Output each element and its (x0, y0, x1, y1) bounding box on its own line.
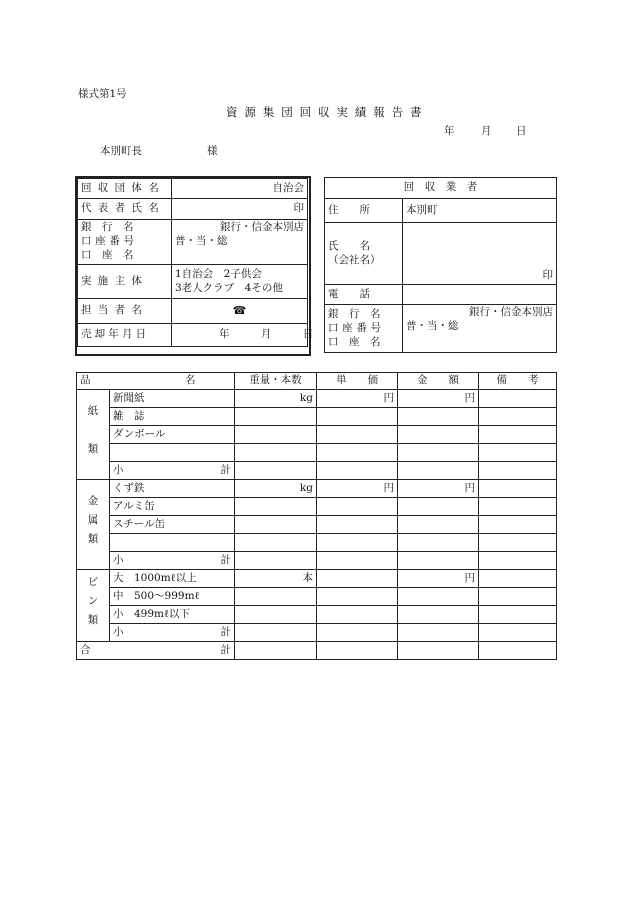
bank-field[interactable] (172, 220, 308, 265)
bottle-small-amount[interactable] (398, 606, 479, 624)
collector-address-label: 住 所 (325, 199, 403, 223)
grand-total-amount[interactable] (398, 642, 479, 660)
account-number-label: 口座番号 (81, 235, 138, 247)
form-number: 様式第1号 (78, 88, 127, 100)
bottle-subtotal-amount[interactable] (398, 624, 479, 642)
newspaper-price[interactable]: 円 (317, 390, 398, 408)
aluminum-amount[interactable] (398, 498, 479, 516)
newspaper-remarks[interactable] (479, 390, 557, 408)
steel-price[interactable] (317, 516, 398, 534)
bottle-medium-count[interactable] (235, 588, 317, 606)
addressee-name: 本別町長 (100, 145, 142, 157)
scrap-iron-remarks[interactable] (479, 480, 557, 498)
aluminum-remarks[interactable] (479, 498, 557, 516)
collector-account-number-label: 口座番号 (328, 321, 385, 334)
implementer-label: 実施主体 (78, 265, 172, 299)
metal-blank-remarks[interactable] (479, 534, 557, 552)
category-bottle: ビ ン 類 (77, 570, 110, 642)
item-bottle-large: 大 1000mℓ以上 (110, 570, 235, 588)
cardboard-weight[interactable] (235, 426, 317, 444)
collector-phone-field[interactable] (403, 285, 557, 305)
grand-total-price[interactable] (317, 642, 398, 660)
group-name-label: 回収団体名 (78, 179, 172, 199)
item-magazine: 雑 誌 (110, 408, 235, 426)
cardboard-amount[interactable] (398, 426, 479, 444)
date-year: 年 (444, 125, 455, 137)
metal-blank-amount[interactable] (398, 534, 479, 552)
metal-subtotal-amount[interactable] (398, 552, 479, 570)
grand-total-label: 合 計 (77, 642, 235, 660)
cardboard-remarks[interactable] (479, 426, 557, 444)
magazine-weight[interactable] (235, 408, 317, 426)
collector-address-field[interactable]: 本別町 (403, 199, 557, 223)
telephone-icon: ☎ (232, 303, 247, 317)
sale-date-month: 月 (260, 328, 272, 341)
scrap-iron-amount[interactable]: 円 (398, 480, 479, 498)
bottle-small-remarks[interactable] (479, 606, 557, 624)
collector-name-label-2: （会社名） (328, 253, 381, 266)
paper-subtotal-weight[interactable] (235, 462, 317, 480)
category-paper: 紙 類 (77, 390, 110, 480)
collector-name-label-1: 氏 名 (328, 239, 370, 252)
header-item: 品 名 (77, 373, 235, 390)
paper-subtotal-label: 小 計 (110, 462, 235, 480)
collector-account-type-value: 普・当・総 (406, 320, 459, 332)
sale-date-field[interactable] (172, 324, 314, 347)
collector-name-label (325, 223, 403, 285)
collector-bank-labels (325, 305, 403, 353)
item-steel-can: スチール缶 (110, 516, 235, 534)
magazine-amount[interactable] (398, 408, 479, 426)
scrap-iron-price[interactable]: 円 (317, 480, 398, 498)
bottle-medium-remarks[interactable] (479, 588, 557, 606)
group-name-field[interactable]: 自治会 (172, 179, 308, 199)
bottle-medium-price[interactable] (317, 588, 398, 606)
collector-name-field[interactable]: 印 (403, 223, 557, 285)
collector-bank-name-value: 銀行・信金本別店 (469, 306, 553, 318)
collector-header: 回 収 業 者 (325, 178, 557, 199)
metal-blank-weight[interactable] (235, 534, 317, 552)
aluminum-weight[interactable] (235, 498, 317, 516)
sale-date-day: 日 (302, 328, 314, 341)
bank-labels (78, 220, 172, 265)
implementer-option-2: 3老人クラブ 4その他 (175, 281, 283, 294)
metal-subtotal-weight[interactable] (235, 552, 317, 570)
metal-blank-price[interactable] (317, 534, 398, 552)
bottle-large-count[interactable]: 本 (235, 570, 317, 588)
date-month: 月 (481, 125, 492, 137)
bottle-small-price[interactable] (317, 606, 398, 624)
steel-remarks[interactable] (479, 516, 557, 534)
page-title: 資源集団回収実績報告書 (226, 105, 429, 119)
bottle-subtotal-count[interactable] (235, 624, 317, 642)
metal-subtotal-label: 小 計 (110, 552, 235, 570)
header-amount: 金 額 (398, 373, 479, 390)
paper-subtotal-amount[interactable] (398, 462, 479, 480)
item-bottle-small: 小 499mℓ以下 (110, 606, 235, 624)
paper-blank-remarks[interactable] (479, 444, 557, 462)
bottle-large-remarks[interactable] (479, 570, 557, 588)
steel-amount[interactable] (398, 516, 479, 534)
newspaper-amount[interactable]: 円 (398, 390, 479, 408)
bottle-small-count[interactable] (235, 606, 317, 624)
metal-subtotal-remarks[interactable] (479, 552, 557, 570)
group-info-table (77, 178, 314, 347)
item-bottle-medium: 中 500〜999mℓ (110, 588, 235, 606)
bank-name-value: 銀行・信金本別店 (220, 221, 304, 233)
grand-total-weight[interactable] (235, 642, 317, 660)
bottle-subtotal-remarks[interactable] (479, 624, 557, 642)
paper-blank-amount[interactable] (398, 444, 479, 462)
paper-blank-weight[interactable] (235, 444, 317, 462)
item-scrap-iron: くず鉄 (110, 480, 235, 498)
person-in-charge-field[interactable] (172, 299, 308, 324)
account-type-value: 普・当・総 (175, 235, 228, 247)
cardboard-price[interactable] (317, 426, 398, 444)
rep-name-field[interactable]: 印 (172, 199, 308, 220)
magazine-remarks[interactable] (479, 408, 557, 426)
sale-date-year: 年 (219, 328, 230, 341)
header-price: 単 価 (317, 373, 398, 390)
metal-subtotal-price[interactable] (317, 552, 398, 570)
bottle-large-amount[interactable]: 円 (398, 570, 479, 588)
item-metal-blank[interactable] (110, 534, 235, 552)
scrap-iron-weight[interactable]: kg (235, 480, 317, 498)
implementer-option-1: 1自治会 2子供会 (175, 267, 262, 280)
bottle-subtotal-label: 小 計 (110, 624, 235, 642)
steel-weight[interactable] (235, 516, 317, 534)
person-in-charge-label: 担当者名 (78, 299, 172, 324)
bottle-subtotal-price[interactable] (317, 624, 398, 642)
category-metal: 金 属 類 (77, 480, 110, 570)
account-name-label: 口 座 名 (81, 249, 134, 261)
bank-name-label: 銀 行 名 (81, 221, 134, 233)
items-table (76, 372, 557, 660)
addressee-honorific: 様 (207, 145, 218, 157)
magazine-price[interactable] (317, 408, 398, 426)
sale-date-label: 売却年月日 (78, 324, 172, 347)
paper-subtotal-remarks[interactable] (479, 462, 557, 480)
item-cardboard: ダンボール (110, 426, 235, 444)
collector-bank-field[interactable] (403, 305, 557, 353)
newspaper-weight[interactable]: kg (235, 390, 317, 408)
implementer-options[interactable] (172, 265, 308, 299)
header-weight: 重量・本数 (235, 373, 317, 390)
collector-account-name-label: 口 座 名 (328, 335, 381, 348)
grand-total-remarks[interactable] (479, 642, 557, 660)
collector-bank-name-label: 銀 行 名 (328, 307, 381, 320)
collector-phone-label: 電 話 (325, 285, 403, 305)
item-newspaper: 新聞紙 (110, 390, 235, 408)
header-remarks: 備 考 (479, 373, 557, 390)
collector-table (324, 177, 557, 353)
date-day: 日 (516, 125, 527, 137)
aluminum-price[interactable] (317, 498, 398, 516)
item-paper-blank[interactable] (110, 444, 235, 462)
item-aluminum-can: アルミ缶 (110, 498, 235, 516)
paper-subtotal-price[interactable] (317, 462, 398, 480)
bottle-medium-amount[interactable] (398, 588, 479, 606)
bottle-large-price[interactable] (317, 570, 398, 588)
rep-name-label: 代表者氏名 (78, 199, 172, 220)
paper-blank-price[interactable] (317, 444, 398, 462)
